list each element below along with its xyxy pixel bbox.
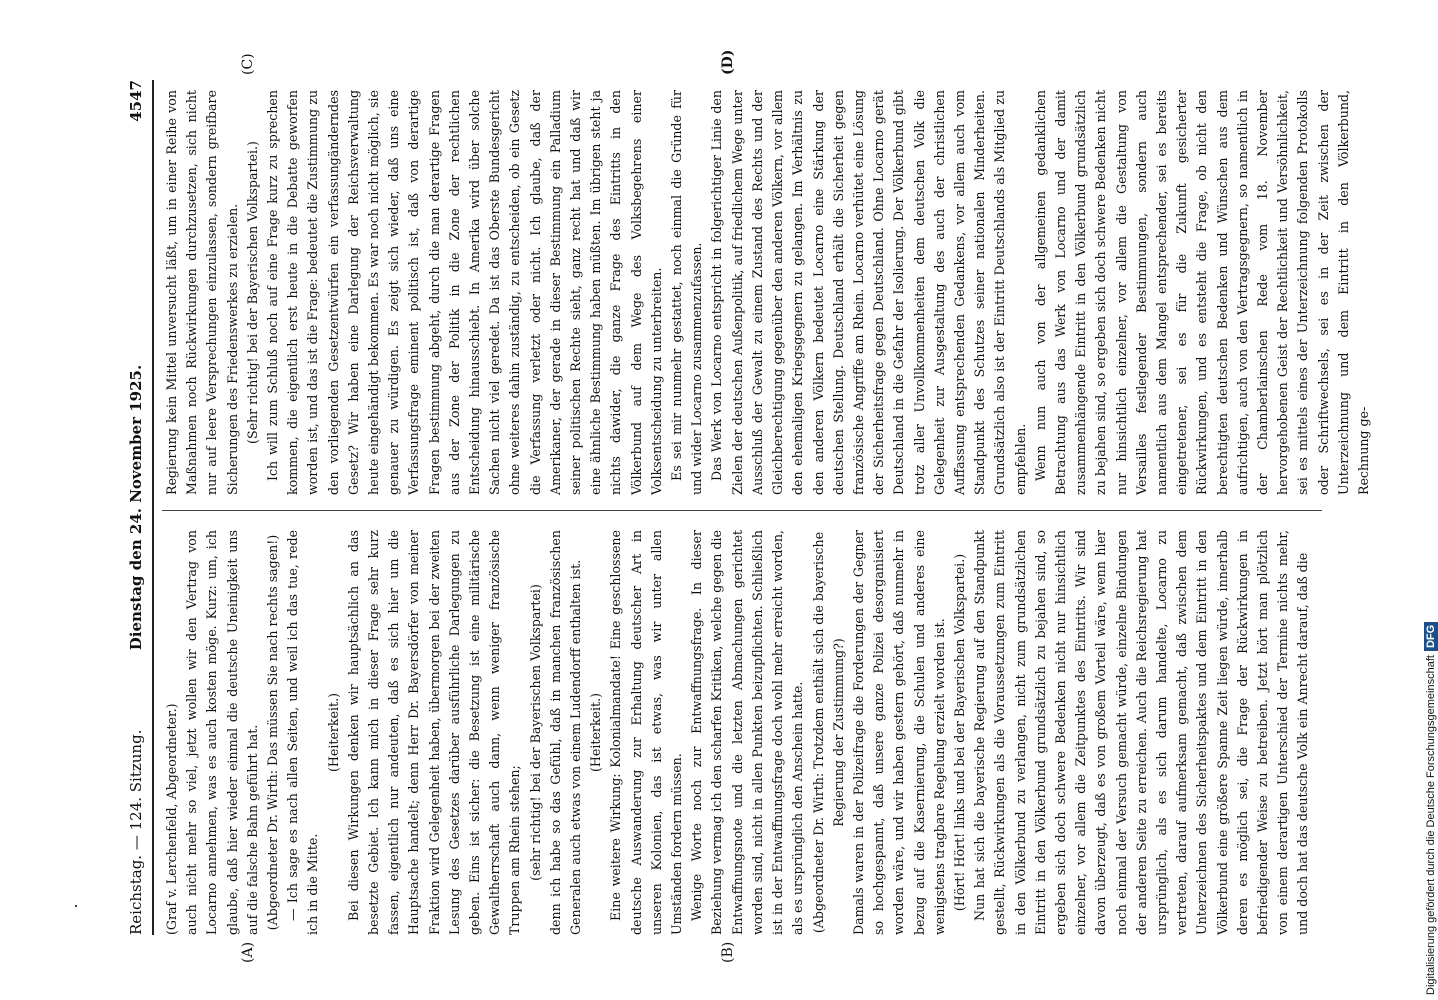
scan-speck	[75, 905, 77, 907]
right-column-paragraph: Regierung kein Mittel unversucht läßt, um in einer Reihe von Maßnahmen noch Rückwirkungen durchzusetzen, sich nicht nur auf leere Versprechungen einzulassen, sondern greifbare Sicherungen des Friedenswerkes zu erzielen.	[164, 90, 240, 495]
margin-mark-c: (C)	[240, 53, 256, 75]
left-column-paragraph: (Graf v. Lerchenfeld, Abgeordneter.)	[164, 703, 179, 935]
left-column-paragraph: Eine weitere Wirkung: Kolonialmandate! Eine geschlossene deutsche Auswanderung zur Erhaltung deutscher Art in unseren Kolonien, das ist etwas, was wir unter allen Umständen fordern müssen.	[608, 530, 685, 935]
column-divider	[162, 510, 1322, 511]
right-column-paragraph: Wenn nun auch von der allgemeinen gedanklichen Betrachtung aus das Werk von Locarno und der damit zusammenhängende Eintritt in den Völkerbund grundsätzlich zu bejahen sind, so ergeben sich doch schwere Bedenken nicht nur hinsichtlich einzelner, vor allem die Gestaltung von Versailles festlegender Bestimmungen, sondern auch namentlich aus dem Mangel entsprechender, sei es bereits eingetretener, sei es für die Zukunft gesicherter Rückwirkungen, und es entsteht die Frage, ob nicht den berechtigten deutschen Bedenken und Wünschen aus dem aufrichtigen, auch von den Vertragsgegnern, so namentlich in der Chamberlainschen Rede vom 18. November hervorgehobenen Geist der Rechtlichkeit und Versöhnlichkeit, sei es mittels eines der Unterzeichnung folgenden Protokolls oder Schriftwechsels, sei es in der Zeit zwischen der Unterzeichnung und dem Eintritt in den Völkerbund, Rechnung ge-	[1032, 90, 1371, 495]
right-column-paragraph: (Sehr richtig! bei der Bayerischen Volkspartei.)	[244, 141, 260, 444]
right-column-paragraph: Ich will zum Schluß noch auf eine Frage kurz zu sprechen kommen, die eigentlich erst heute in die Debatte geworfen worden ist, und das ist die Frage: bedeutet die Zustimmung zu den vorliegenden Gesetzentwürfen ein verfassungänderndes Gesetz? Wir haben eine Darlegung der Reichsverwaltung heute eingehändigt bekommen. Es war noch nicht möglich, sie genauer zu würdigen. Es zeigt sich wieder, daß uns eine Verfassungsfrage eminent politisch ist, daß von derartige Fragen bestimmung abgeht, durch die man derartige Fragen aus der Zone der Politik in die Zone der rechtlichen Entscheidung hinausschiebt. In Amerika wird über solche Sachen nicht viel geredet. Da ist das Oberste Bundesgericht ohne weiteres dahin zuständig, zu entscheiden, ob ein Gesetz die Verfassung verletzt oder nicht. Ich glaube, daß der Amerikaner, der gerade in dieser Bestimmung ein Palladium seiner politischen Rechte sieht, ganz recht hat und daß wir eine ähnliche Bestimmung haben müßten. Im übrigen steht ja nichts dawider, die ganze Frage des Eintritts in den Völkerbund auf dem Wege des Volksbegehrens einer Volksentscheidung zu unterbreiten.	[265, 90, 664, 495]
left-column-paragraph: Bei diesen Wirkungen denken wir hauptsächlich an das besetzte Gebiet. Ich kann mich in dieser Frage sehr kurz fassen, eigentlich nur andeuten, daß es sich hier um die Hauptsache handelt; denn Herr Dr. Bayersdörfer von meiner Fraktion wird Gelegenheit haben, übermorgen bei der zweiten Lesung des Gesetzes darüber ausführliche Darlegungen zu geben. Eins ist sicher: die Besetzung ist eine militärische Gewaltherrschaft auch dann, wenn weniger französische Truppen am Rhein stehen;	[345, 530, 523, 935]
left-column-paragraph: Nun hat sich die bayerische Regierung auf den Standpunkt gestellt, Rückwirkungen als die Voraussetzungen zum Eintritt in den Völkerbund zu verlangen, nicht zum grundsätzlichen Eintritt in den Völkerbund grundsätzlich zu bejahen sind, so ergeben sich doch schwere Bedenken nicht nur hinsichtlich einzelner, vor allem die Zeitpunktes des Eintritts. Wir sind davon überzeugt, daß es von großem Vorteil wäre, wenn hier noch einmal der Versuch gemacht würde, einzelne Bindungen der anderen Seite zu erreichen. Auch die Reichsregierung hat ursprünglich, als es sich darum handelte, Locarno zu vertreten, darauf aufmerksam gemacht, daß zwischen dem Unterzeichnen des Sicherheitspaktes und dem Eintritt in den Völkerbund eine größere Spanne Zeit liegen würde, innerhalb deren es möglich sei, die Frage der Rückwirkungen in befriedigender Weise zu betreiben. Jetzt hört man plötzlich von einem derartigen Unterschied der Termine nichts mehr, und doch hat das deutsche Volk ein Anrecht darauf, daß die	[972, 530, 1311, 935]
header-session: Reichstag. — 124. Sitzung.	[127, 729, 145, 935]
dfg-logo: DFG	[1424, 622, 1438, 651]
left-column-paragraph: (Heiterkeit.)	[588, 693, 604, 772]
digitization-credit	[1425, 622, 1437, 995]
right-column-paragraph: Das Werk von Locarno entspricht in folgerichtiger Linie den Zielen der deutschen Außenpolitik, auf friedlichem Wege unter Ausschluß der Gewalt zu einem Zustand des Rechts und der Gleichberechtigung gegenüber den anderen Völkern, vor allem den ehemaligen Kriegsgegnern zu gelangen. Im Verhältnis zu den anderen Völkern bedeutet Locarno eine Stärkung der deutschen Stellung. Deutschland erhält die Sicherheit gegen französische Angriffe am Rhein. Locarno verhütet eine Lösung der Sicherheitsfrage gegen Deutschland. Ohne Locarno gerät Deutschland in die Gefahr der Isolierung. Der Völkerbund gibt trotz aller Unvollkommenheiten dem deutschen Volk die Gelegenheit zur Ausgestaltung des auch der christlichen Auffassung entsprechenden Gedankens, vor allem auch vom Standpunkt des Schutzes seiner nationalen Minderheiten. Grundsätzlich also ist der Eintritt Deutschlands als Mitglied zu empfehlen.	[709, 90, 1028, 495]
header-date: Dienstag den 24. November 1925.	[127, 364, 145, 651]
left-column-paragraph: Wenige Worte noch zur Entwaffnungsfrage. In dieser Beziehung vermag ich den scharfen Kritiken, welche gegen die Entwaffnungsnote und die letzten Abmachungen gerichtet worden sind, nicht in allen Punkten beizupflichten. Schließlich ist in der Entwaffnungsfrage doch wohl mehr erreicht worden, als es ursprünglich den Anschein hatte.	[689, 530, 806, 935]
left-column-paragraph: (Abgeordneter Dr. Wirth: Trotzdem enthält sich die bayerische Regierung der Zustimmung?)	[810, 531, 846, 934]
left-column	[162, 530, 1322, 935]
margin-mark-b: (B)	[720, 941, 736, 963]
left-column-paragraph: (sehr richtig! bei der Bayerischen Volkspartei)	[527, 584, 543, 881]
left-column-paragraph: (Hört! Hört! links und bei der Bayerischen Volkspartei.)	[951, 553, 967, 912]
margin-mark-d: (D)	[720, 49, 736, 75]
document-page	[120, 49, 1371, 963]
left-column-paragraph: Damals waren in der Polizeifrage die Forderungen der Gegner so hochgespannt, daß unsere ganze Polizei desorganisiert worden wäre, und wir haben gestern gehört, daß nunmehr in bezug auf die Kasernierung, die Schulen und anderes eine wenigstens tragbare Regelung erzielt worden ist.	[850, 530, 947, 935]
left-column-paragraph: (Abgeordneter Dr. Wirth: Das müssen Sie nach rechts sagen!)	[265, 534, 281, 931]
page-number: 4547	[127, 80, 145, 122]
right-column	[162, 90, 1371, 495]
credit-text: Digitalisierung gefördert durch die Deutsche Forschungsgemeinschaft	[1425, 655, 1437, 995]
left-column-paragraph: — Ich sage es nach allen Seiten, und weil ich das tue, rede ich in die Mitte.	[285, 530, 321, 935]
right-column-paragraph: Es sei mir nunmehr gestattet, noch einmal die Gründe für und wider Locarno zusammenzufassen.	[669, 90, 705, 495]
left-column-paragraph: auch nicht mehr so viel, jetzt wollen wir den Vertrag von Locarno annehmen, was es auch kosten möge. Kurz: um, ich glaube, daß hier wieder einmal die deutsche Uneinigkeit uns auf die falsche Bahn geführt hat.	[184, 530, 260, 935]
left-column-paragraph: denn ich habe so das Gefühl, daß in manchen französischen Generalen auch etwas von einem Ludendorff enthalten ist.	[547, 530, 584, 935]
left-column-paragraph: (Heiterkeit.)	[325, 693, 341, 772]
page-header	[120, 80, 154, 935]
margin-mark-a: (A)	[240, 941, 256, 963]
